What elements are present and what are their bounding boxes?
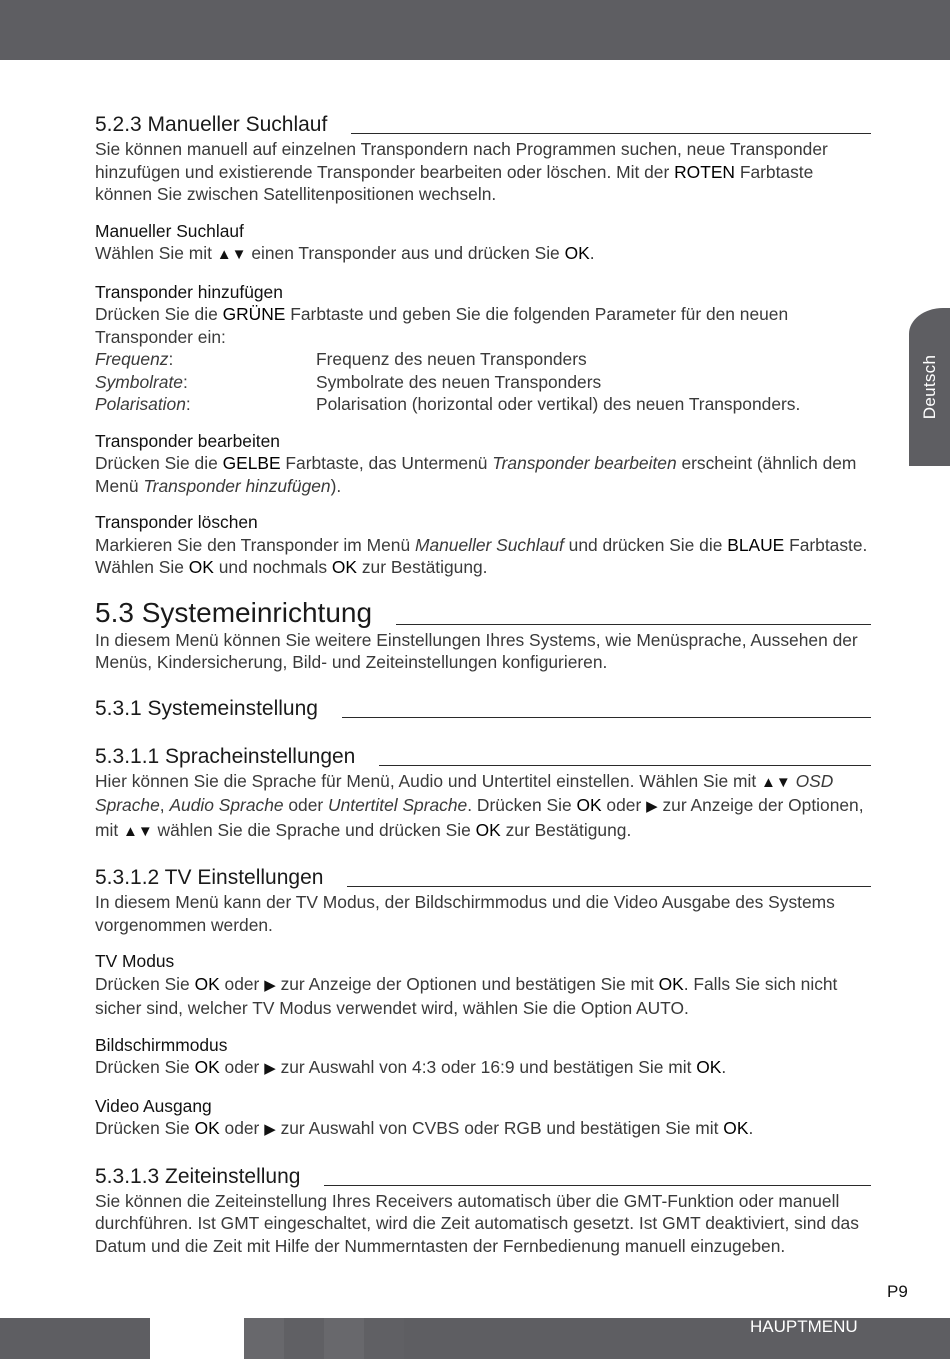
heading-rule	[342, 717, 871, 718]
heading-rule	[379, 765, 871, 766]
section-5-3-heading: 5.3 Systemeinrichtung	[95, 596, 373, 628]
heading-rule	[396, 624, 871, 625]
right-arrow-icon: ▶	[264, 1060, 276, 1077]
section-5-2-3-heading: 5.2.3 Manueller Suchlauf	[95, 113, 328, 136]
right-arrow-icon: ▶	[264, 976, 276, 994]
section-5-2-3-intro: Sie können manuell auf einzelnen Transpondern nach Programmen suchen, neue Transponder hinzufügen und existierende Transponder bearbeiten oder löschen. Mit der ROTEN Farbtaste können Sie zwischen Satellitenpositionen wechseln.	[95, 139, 828, 204]
manueller-suchlauf-title: Manueller Suchlauf	[95, 220, 244, 241]
video-ausgang-title: Video Ausgang	[95, 1095, 212, 1116]
page-content	[95, 112, 871, 1257]
zeiteinstellung-text: Sie können die Zeiteinstellung Ihres Receivers automatisch über die GMT-Funktion oder manuell durchführen. Ist GMT eingeschaltet, wird die Zeit automatisch gesetzt. Ist GMT deaktiviert, sind das Datum und die Zeit mit Hilfe der Nummerntasten der Fernbedienung manuell einzugeben.	[95, 1190, 859, 1256]
section-5-3-1-3-heading-row	[95, 1164, 871, 1190]
tv-modus-text: Drücken Sie OK oder ▶ zur Anzeige der Optionen und bestätigen Sie mit OK. Falls Sie sich nicht sicher sind, welcher TV Modus verwendet wird, wählen Sie die Option AUTO.	[95, 973, 838, 1018]
footer-segment	[284, 1318, 324, 1359]
tv-modus-title: TV Modus	[95, 951, 175, 971]
section-5-3-1-3-heading: 5.3.1.3 Zeiteinstellung	[95, 1164, 301, 1188]
transponder-loeschen-text: Markieren Sie den Transponder im Menü Manueller Suchlauf und drücken Sie die BLAUE Farbtaste. Wählen Sie OK und nochmals OK zur Bestätigung.	[95, 534, 868, 577]
parameter-row: Symbolrate: Symbolrate des neuen Transponders	[95, 371, 602, 392]
transponder-hinzufuegen-title: Transponder hinzufügen	[95, 281, 283, 302]
right-arrow-icon: ▶	[646, 798, 658, 815]
video-ausgang-text: Drücken Sie OK oder ▶ zur Auswahl von CVBS oder RGB und bestätigen Sie mit OK.	[95, 1118, 754, 1138]
section-5-3-1-2-heading-row	[95, 865, 871, 891]
section-5-3-1-heading: 5.3.1 Systemeinstellung	[95, 696, 318, 720]
transponder-loeschen-title: Transponder löschen	[95, 512, 258, 532]
footer-segment	[244, 1318, 284, 1359]
section-5-3-1-1-heading: 5.3.1.1 Spracheinstellungen	[95, 744, 356, 768]
top-header-bar	[0, 0, 950, 60]
bildschirmmodus-text: Drücken Sie OK oder ▶ zur Auswahl von 4:3 oder 16:9 und bestätigen Sie mit OK.	[95, 1057, 727, 1077]
section-5-3-1-2-heading: 5.3.1.2 TV Einstellungen	[95, 866, 324, 889]
manueller-suchlauf-text: Wählen Sie mit ▲▼ einen Transponder aus und drücken Sie OK.	[95, 243, 595, 263]
heading-rule	[347, 886, 871, 887]
spracheinstellungen-text: Hier können Sie die Sprache für Menü, Audio und Untertitel einstellen. Wählen Sie mit ▲▼ OSD Sprache, Audio Sprache oder Untertitel Sprache. Drücken Sie OK oder ▶ zur Anzeige der Optionen, mit ▲▼ wählen Sie die Sprache und drücken Sie OK zur Bestätigung.	[95, 770, 864, 840]
section-5-3-1-1-heading-row	[95, 744, 871, 770]
page-number: P9	[887, 1282, 908, 1301]
parameter-row: Frequenz: Frequenz des neuen Transponders	[95, 349, 587, 369]
heading-rule	[324, 1185, 871, 1186]
bildschirmmodus-title: Bildschirmmodus	[95, 1034, 228, 1055]
parameter-row: Polarisation: Polarisation (horizontal oder vertikal) des neuen Transponders.	[95, 394, 801, 414]
language-side-tab-label: Deutsch	[919, 354, 939, 420]
tv-einstellungen-intro: In diesem Menü kann der TV Modus, der Bildschirmmodus und die Video Ausgabe des Systems vorgenommen werden.	[95, 892, 835, 935]
up-down-arrows-icon: ▲▼	[216, 246, 247, 263]
heading-rule	[351, 133, 871, 134]
transponder-bearbeiten-text: Drücken Sie die GELBE Farbtaste, das Untermenü Transponder bearbeiten erscheint (ähnlich dem Menü Transponder hinzufügen).	[95, 453, 857, 496]
footer-segment	[364, 1318, 404, 1359]
up-down-arrows-icon: ▲▼	[123, 822, 153, 840]
section-5-2-3-heading-row	[95, 112, 871, 138]
footer-section-label: HAUPTMENU	[750, 1317, 858, 1336]
section-5-3-1-heading-row	[95, 696, 871, 722]
section-5-3-intro: In diesem Menü können Sie weitere Einstellungen Ihres Systems, wie Menüsprache, Aussehen der Menüs, Kindersicherung, Bild- und Zeiteinstellungen konfigurieren.	[95, 629, 858, 672]
section-5-3-heading-row	[95, 597, 871, 629]
transponder-bearbeiten-title: Transponder bearbeiten	[95, 430, 280, 451]
language-side-tab	[909, 308, 950, 466]
footer-highlight-segment	[150, 1318, 244, 1359]
right-arrow-icon: ▶	[264, 1121, 276, 1138]
transponder-parameter-list	[95, 348, 871, 416]
footer-segment	[324, 1318, 364, 1359]
transponder-hinzufuegen-text: Drücken Sie die GRÜNE Farbtaste und geben Sie die folgenden Parameter für den neuen Transponder ein:	[95, 304, 789, 347]
up-down-arrows-icon: ▲▼	[761, 773, 791, 791]
